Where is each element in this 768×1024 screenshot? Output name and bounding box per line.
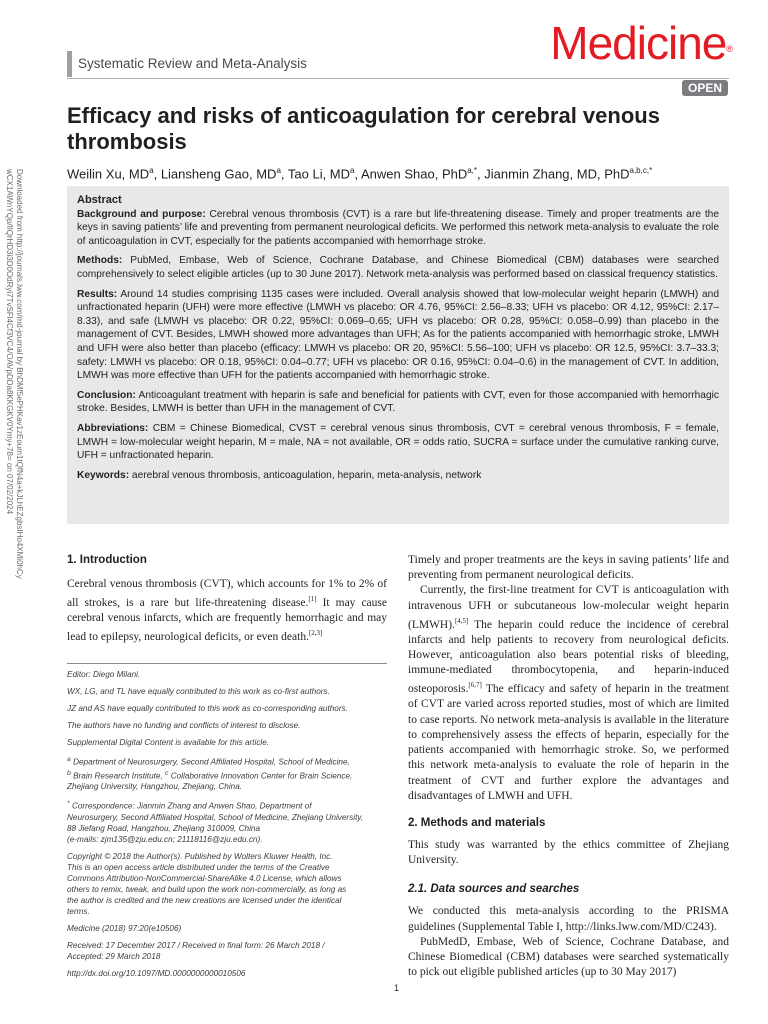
right-column [408,553,729,980]
left-column [67,553,387,645]
author: Liansheng Gao, MD [160,166,277,182]
intro-paragraph-2: Currently, the first-line treatment for CVT is anticoagulation with intravenous UFH or subcutaneous low-molecular weight heparin (LMWH).[4,5] The heparin could reduce the incidence of cerebral infarcts and help patients to recovery from neurological deficits. However, anticoagulation also bears potential risks of bleeding, immune-mediated thrombocytopenia, and heparin-induced osteoporosis.[6,7] The efficacy and safety of heparin in the treatment of CVT are varied across reported studies, most of which are limited to case reports. No network meta-analysis is available in the literature to comprehensively assess the effects of heparin, especially for the patients accompanied with hemorrhagic stroke. So, we performed this network meta-analysis to evaluate the role of heparin in the treatment of CVT and further explore the advantages and disadvantages of LMWH and UFH. [408,584,729,802]
open-access-badge: OPEN [682,80,728,96]
abstract-conclusion: Conclusion: Anticoagulant treatment with heparin is safe and beneficial for patients with CVT, even for those accompanied with hemorrhagic stroke. Besides, LMWH is better than UFH in the management of CVT. [77,389,719,415]
header-rule [67,78,729,79]
author: Tao Li, MD [287,166,351,182]
footnote-supplemental: Supplemental Digital Content is available for this article. [67,738,270,747]
intro-paragraph: Cerebral venous thrombosis (CVT), which accounts for 1% to 2% of all strokes, is a rare but life-threatening disease.[1] It may cause cerebral venous infarcts, which are frequently hemorrhagic and may lead to epilepsy, neurological deficits, or even death.[2,3] [67,578,387,644]
abstract-box [67,186,729,524]
methods-paragraph: This study was warranted by the ethics committee of Zhejiang University. [408,838,729,867]
section-label [67,51,307,77]
article-title: Efficacy and risks of anticoagulation for cerebral venous thrombosis [67,103,660,154]
footnote-equal-first: WX, LG, and TL have equally contributed to this work as co-first authors. [67,687,330,696]
footnote-funding: The authors have no funding and conflicts of interest to disclose. [67,721,301,730]
section-label-text: Systematic Review and Meta-Analysis [78,56,307,71]
abstract-heading: Abstract [77,194,122,206]
intro-continued: Timely and proper treatments are the keys in saving patients’ life and preventing from permanent neurological deficits. [408,554,729,582]
abstract-abbreviations: Abbreviations: CBM = Chinese Biomedical, CVST = cerebral venous sinus thrombosis, CVT = cerebral venous thrombosis, F = female, LMWH = low-molecular weight heparin, M = male, NA = not available, OR = odds ratio, SUCRA = surface under the cumulative ranking curve, UFH = unfractionated heparin. [77,422,719,462]
subsection-paragraph-2: PubMedD, Embase, Web of Science, Cochrane Database, and Chinese Biomedical (CBM) databases were searched systematically to pick out eligible published articles (up to 30 May 2017) [408,935,729,979]
author: Anwen Shao, PhD [361,166,468,182]
subsection-paragraph-1: We conducted this meta-analysis according to the PRISMA guidelines (Supplemental Table I, http://links.lww.com/MD/C243). [408,905,729,933]
abstract-background: Background and purpose: Cerebral venous thrombosis (CVT) is a rare but life-threatening disease. Timely and proper treatments are the keys in saving patients’ life and preventing from permanent neurological deficits. We performed this network meta-analysis to evaluate the role of anticoagulation in CVT, especially for the patients accompanied with hemorrhage stroke. [77,208,719,247]
footnote-doi[interactable]: http://dx.doi.org/10.1097/MD.0000000000010506 [67,969,246,979]
download-side-note: Downloaded from http://journals.lww.com/md-journal by BhDMf5ePHKav1zEoum1tQfN4a+kJLhEZgbsIHo4XMi0hCy wCX1AWnYQp/IlQrHD3i3D0OdRyi7TvSFl4Cf3VC4/OAVpDDa8KKGKV0Ymy+78= on 07/02/2024 [5,169,24,579]
footnote-equal-corresponding: JZ and AS have equally contributed to this work as co-corresponding authors. [67,704,348,713]
intro-heading: 1. Introduction [67,554,147,566]
methods-heading: 2. Methods and materials [408,816,546,829]
footnote-correspondence: * Correspondence: Jianmin Zhang and Anwen Shao, Department of Neurosurgery, Second Affiliated Hospital, School of Medicine, Zhejiang University, 88 Jiefang Road, Hangzhou, Zhejiang 310009, China (e-mails: zjm135@zju.edu.cn; 21118116@zju.edu.cn). [67,800,364,845]
footnote-affiliations: $^a$ Department of Neurosurgery, Second Affiliated Hospital, School of Medicine, $^b$ Brain Research Institute, $^c$ Collaborative Innovation Center for Brain Science, Zhejiang University, Hangzhou, Zhejiang, China. [67,756,353,792]
abstract-methods: Methods: PubMed, Embase, Web of Science, Cochrane Database, and Chinese Biomedical (CBM) databases were searched comprehensively to select eligible articles (up to 30 June 2017). Network meta-analysis was performed based on classical frequency statistics. [77,255,719,280]
author: Weilin Xu, MD [67,166,150,182]
subsection-heading: 2.1. Data sources and searches [408,883,580,896]
abstract-keywords: Keywords: aerebral venous thrombosis, anticoagulation, heparin, meta-analysis, network [77,469,482,481]
footnote-citation: Medicine (2018) 97:20(e10506) [67,924,182,934]
author-list: Weilin Xu, $MD^a$, Liansheng Gao, $MD^a$, Tao Li, $MD^a$, Anwen Shao, PhD$^{a,*}$, Jianmin Zhang, MD, PhD$^{a,b,c,*}$ [67,166,653,182]
abstract-results: Results: Around 14 studies comprising 1135 cases were included. Overall analysis showed that low-molecular weight heparin (LMWH) and unfractionated heparin (UFH) were more effective (LMWH vs placebo: OR 4.76, 95%CI: 2.56–8.33; UFH vs placebo: OR 4.12, 95%CI: 2.17–8.33), and safe (LMWH vs placebo: OR 0.22, 95%CI: 0.069–0.65; UFH vs placebo: OR 0.28, 95%CI: 0.058–0.99) than placebo in the management of CVT. Besides, LMWH showed more advantages than UFH; As for the patients accompanied with hemorrhagic stroke, LMWH and UFH were also better than placebo (efficacy: LMWH vs placebo: OR 20, 95%CI: 5.56–100; UFH vs placebo: OR 12.5, 95%CI: 3.7–33.3; safety: LMWH vs placebo: OR 0.18, 95%CI: 0.04–0.77; UFH vs placebo: OR 0.16, 95%CI: 0.04–0.6) in the management of CVT. In addition, LMWH was more effective than UFH for the patients accompanied with hemorrhagic stroke. [77,288,719,382]
author: Jianmin Zhang, MD, PhD [484,166,630,182]
footnotes [67,669,387,979]
page-number: 1 [394,983,400,993]
journal-logo: Medicine® [550,17,732,69]
footnote-received: Received: 17 December 2017 / Received in final form: 26 March 2018 / Accepted: 29 March 2018 [67,941,325,962]
footnote-rule [67,663,387,664]
footnote-copyright: Copyright © 2018 the Author(s). Published by Wolters Kluwer Health, Inc. This is an open access article distributed under the terms of the Creative Commons Attribution-NonCommercial-ShareAlike 4.0 License, which allows others to remix, tweak, and build upon the work non-commercially, as long as the author is credited and the new creations are licensed under the identical terms. [67,852,347,917]
footnote-editor: Editor: Diego Milani. [67,670,141,679]
